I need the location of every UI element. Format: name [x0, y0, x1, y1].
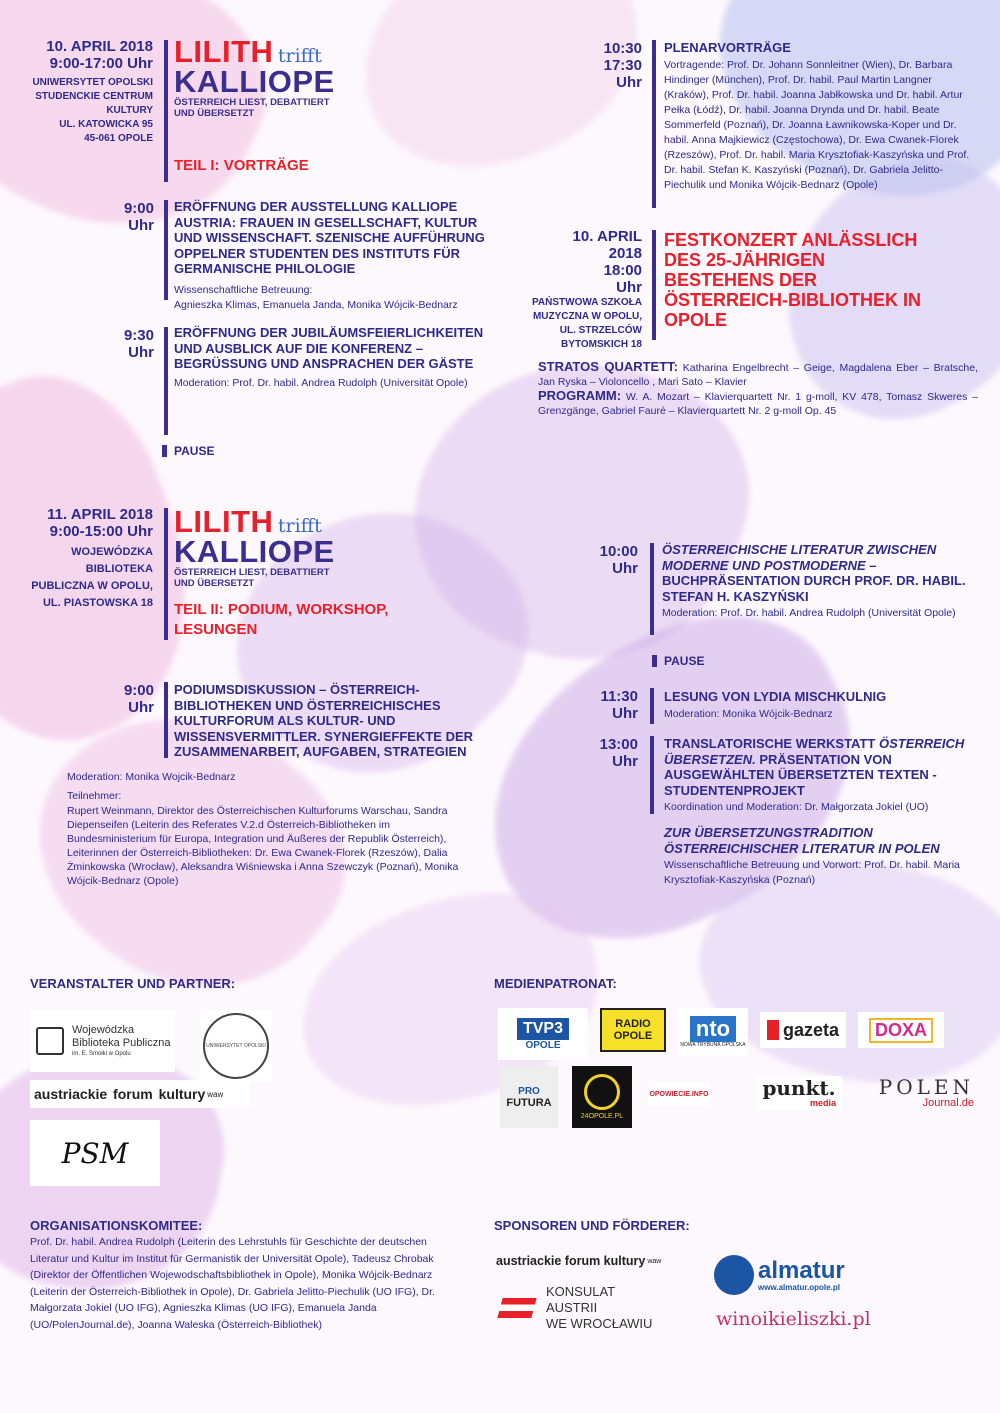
konsulat-line: AUSTRII: [546, 1300, 598, 1315]
wino-text: winoikieliszki.pl: [716, 1308, 871, 1330]
punkt-logo: [756, 1076, 842, 1110]
veranstalter-heading: VERANSTALTER UND PARTNER:: [30, 976, 236, 991]
teilnehmer-label: Teilnehmer:: [67, 790, 122, 802]
opowiecie-logo: [648, 1082, 710, 1106]
austrian-forum-logo: [30, 1080, 250, 1108]
orga-heading: ORGANISATIONSKOMITEE:: [30, 1218, 203, 1233]
r1-note: Moderation: Prof. Dr. habil. Andrea Rudolph (Universität Opole): [662, 607, 956, 619]
day1-date: 10. APRIL 2018: [46, 38, 153, 55]
wbp-logo-line: Biblioteka Publiczna: [72, 1037, 171, 1049]
event-title: ERÖFFNUNG DER AUSSTELLUNG KALLIOPE AUSTRIA: FRAUEN IN GESELLSCHAFT, KULTUR UND WISSENSCHAFT. SZENISCHE AUFFÜHRUNG OPPELNER STUDENTEN DES INSTITUTS FÜR GERMANISCHE PHILOLOGIE: [174, 199, 485, 276]
tvp3-text: TVP3: [517, 1018, 569, 1040]
r4-note: Wissenschaftliche Betreuung und Vorwort: Prof. Dr. habil. Maria Krysztofiak-Kaszyńska (Poznań): [664, 859, 960, 886]
time-value: 11:30: [600, 688, 638, 705]
tvp3-logo: [498, 1008, 588, 1060]
orga-text: Prof. Dr. habil. Andrea Rudolph (Leiterin des Lehrstuhls für Geschichte der deutschen Literatur und Kultur im Institut für Germanistik der Universität Opole), Tadeusz Chrobak (Direktor der Öffentlichen Wojewodschaftsbibliothek in Opole), Monika Wójcik-Bednarz (Leiterin der Österreich-Bibliothek in Opole), Dr. Gabriela Jelitto-Piechulik (UO IFG), Dr. Małgorzata Jokiel (UO IFG), Agnieszka Klimas (UO IFG), Emanuela Janda (UO/PolenJournal.de), Joanna Waleska (Österreich-Bibliothek): [30, 1236, 435, 1331]
day1-date-block: [20, 38, 153, 146]
konzert-venue-line: PAŃSTWOWA SZKOŁA: [532, 297, 642, 308]
day1-part-title: TEIL I: VORTRÄGE: [174, 157, 309, 174]
logo-trifft: trifft: [277, 45, 322, 67]
moderation: Moderation: Monika Wojcik-Bednarz: [67, 771, 236, 783]
pause-marker: [652, 655, 657, 667]
event-title: ERÖFFNUNG DER JUBILÄUMSFEIERLICHKEITEN UND AUSBLICK AUF DIE KONFERENZ – BEGRÜSSUNG UND ANSPRACHEN DER GÄSTE: [174, 325, 484, 371]
konzert-time: 18:00: [603, 262, 642, 279]
teilnehmer-list: Rupert Weinmann, Direktor des Österreichischen Kulturforums Warschau, Sandra Diepenseifen (Leiterin des Referates V.2.d Österreich-Bibliotheken im Bundesministerium für Europa, Integration und Äußeres der Republik Österreich), Leiterinnen der Österreich-Bibliotheken: Dr. Ewa Cwanek-Florek (Rzeszów), Dalia Żminkowska (Wrocław), Aleksandra Wiśniewska i Anna Szewczyk (Poznań), Monika Wójcik-Bednarz (Opole): [67, 805, 459, 887]
r1-title-rest: – BUCHPRÄSENTATION DURCH PROF. DR. HABIL. STEFAN H. KASZYŃSKI: [662, 557, 966, 604]
day2-pause: PAUSE: [664, 654, 705, 668]
logo-subtitle: ÖSTERREICH LIEST, DEBATTIERT UND ÜBERSETZT: [174, 97, 330, 119]
konzert-details: [538, 360, 978, 418]
time-value: 17:30: [603, 57, 642, 74]
konzert-year: 2018: [608, 245, 642, 262]
day1-pause: PAUSE: [174, 444, 215, 458]
forum-logo-text: austriackie forum kultury: [34, 1086, 206, 1102]
programm-label: PROGRAMM:: [538, 388, 622, 403]
day1-divider: [164, 40, 168, 182]
r3-note: Koordination und Moderation: Dr. Małgorzata Jokiel (UO): [664, 801, 929, 813]
doxa-text: DOXA: [869, 1018, 933, 1043]
austria-flag-icon: [497, 1298, 536, 1318]
day2-venue-line: PUBLICZNA W OPOLU,: [31, 580, 153, 592]
wbp-logo-mark: [36, 1027, 64, 1055]
24opole-mark: [584, 1074, 620, 1110]
wbp-logo: [30, 1010, 175, 1072]
almatur-url: www.almatur.opole.pl: [758, 1282, 840, 1292]
almatur-logo: [714, 1250, 880, 1300]
logo-trifft: trifft: [277, 515, 322, 537]
time-unit: Uhr: [128, 217, 154, 234]
day1-event1-time: [100, 200, 154, 234]
gazeta-text: gazeta: [782, 1019, 840, 1040]
nto-sub: NOWA TRYBUNA OPOLSKA: [680, 1042, 746, 1048]
programm-text: W. A. Mozart – Klavierquartett Nr. 1 g-moll, KV 478, Tomasz Skweres – Grenzgänge, Gabriel Fauré – Klavierquartett Nr. 2 g-moll Op. 45: [538, 391, 978, 417]
sponsor-forum-logo: [496, 1250, 686, 1272]
quartett-label: STRATOS QUARTETT:: [538, 359, 679, 374]
day2-r2: [664, 689, 979, 722]
uni-opole-seal: [200, 1010, 272, 1082]
punkt-text: punkt.: [762, 1076, 836, 1100]
day1-time: 9:00-17:00 Uhr: [49, 55, 153, 72]
day1-venue-line: UNIWERSYTET OPOLSKI: [32, 77, 153, 88]
day1-event1-divider: [164, 200, 168, 300]
day2-r1-time: [580, 543, 638, 577]
opowiecie-text: OPOWIECIE.INFO: [649, 1090, 709, 1098]
day2-venue-line: WOJEWÓDZKA: [71, 546, 153, 558]
wino-logo: [716, 1302, 871, 1336]
profutura-logo: [500, 1066, 558, 1128]
event-note: Moderation: Prof. Dr. habil. Andrea Rudolph (Universität Opole): [174, 376, 468, 389]
polen-text: POLEN: [878, 1075, 974, 1099]
24opole-logo: [572, 1066, 632, 1128]
day2-event1-title: PODIUMSDISKUSSION – ÖSTERREICH-BIBLIOTHEKEN UND ÖSTERREICHISCHES KULTURFORUM ALS KULTUR- UND WISSENSVERMITTLER. SYNERGIEFFEKTE DER ZUSAMMENARBEIT, AUFGABEN, STRATEGIEN: [174, 682, 474, 759]
r3-title-b: PRÄSENTATION VON AUSGEWÄHLTEN ÜBERSETZTEN TEXTEN - STUDENTENPROJEKT: [664, 751, 937, 798]
r1-title-italic: ÖSTERREICHISCHE LITERATUR ZWISCHEN MODERNE UND POSTMODERNE: [662, 542, 937, 573]
time-unit: Uhr: [128, 344, 154, 361]
time-value: 9:00: [123, 200, 154, 217]
day1-event1: [174, 199, 494, 313]
medien-heading: MEDIENPATRONAT:: [494, 976, 617, 991]
konzert-venue-line: MUZYCZNA W OPOLU,: [532, 311, 642, 322]
psm-logo: [30, 1120, 160, 1186]
profutura-line: PRO: [518, 1085, 540, 1097]
day1-venue-line: 45-061 OPOLE: [84, 133, 153, 144]
punkt-sub: media: [809, 1098, 836, 1108]
gazeta-mark: [767, 1020, 779, 1040]
konsulat-line: WE WROCŁAWIU: [546, 1316, 653, 1331]
radio-line: OPOLE: [613, 1030, 653, 1042]
pause-marker: [162, 445, 167, 457]
time-unit: Uhr: [612, 753, 638, 770]
konsulat-logo: [500, 1282, 680, 1334]
time-value: 9:00: [123, 682, 154, 699]
plenar-block: [664, 40, 974, 193]
day1-event-logo: [174, 34, 414, 119]
globe-icon: [714, 1255, 754, 1295]
event-people: Agnieszka Klimas, Emanuela Janda, Monika Wójcik-Bednarz: [174, 298, 458, 311]
konzert-date-block: [520, 228, 642, 352]
doxa-logo: [858, 1012, 944, 1048]
day2-venue-line: BIBLIOTEKA: [85, 563, 153, 575]
logo-kalliope: KALLIOPE: [174, 534, 335, 569]
wbp-logo-line: Wojewódzka: [72, 1024, 135, 1036]
konzert-divider: [652, 230, 656, 340]
polenjournal-logo: [854, 1076, 974, 1110]
day2-event1-divider: [164, 682, 168, 758]
plenar-title: PLENARVORTRÄGE: [664, 40, 791, 55]
day2-r1-divider: [650, 543, 654, 635]
event-note: Wissenschaftliche Betreuung:: [174, 283, 313, 296]
day2-event1-details: [67, 770, 477, 888]
plenar-divider: [652, 40, 656, 208]
forum-logo-sup: waw: [207, 1089, 224, 1099]
konzert-venue-line: UL. STRZELCÓW: [559, 325, 642, 336]
konzert-title: FESTKONZERT ANLÄSSLICH DES 25-JÄHRIGEN BESTEHENS DER ÖSTERREICH-BIBLIOTHEK IN OPOLE: [664, 230, 922, 330]
day2-r3-time: [580, 736, 638, 770]
logo-lilith: LILITH: [174, 504, 274, 539]
time-value: 10:00: [599, 543, 638, 560]
sponsoren-heading: SPONSOREN UND FÖRDERER:: [494, 1218, 690, 1233]
nto-text: nto: [690, 1016, 736, 1042]
day2-r1: [662, 542, 977, 621]
konsulat-line: KONSULAT: [546, 1284, 616, 1299]
psm-logo-text: PSM: [61, 1136, 129, 1170]
plenar-speakers: Vortragende: Prof. Dr. Johann Sonnleitner (Wien), Dr. Barbara Hindinger (München), Prof. Dr. habil. Paul Martin Langner (Kraków), Prof. Dr. habil. Joanna Jabłkowska und Dr. habil. Artur Pełka (Łódź), Dr. habil. Joanna Drynda und Dr. habil. Beate Sommerfeld (Poznań), Dr. Joanna Ławnikowska-Koper und Dr. habil. Anna Majkiewicz (Częstochowa), Dr. Ewa Cwanek-Florek (Rzeszów), Prof. Dr. habil. Maria Krysztofiak-Kaszyńska und Prof. Dr. habil. Stefan K. Kaszyński (Poznań), Dr. Gabriela Jelitto-Piechulik und Monika Wójcik-Bednarz (Opole): [664, 58, 970, 191]
day2-part-title: TEIL II: PODIUM, WORKSHOP, LESUNGEN: [174, 601, 389, 638]
forum-logo-text: austriackie forum kultury: [496, 1254, 646, 1268]
logo-kalliope: KALLIOPE: [174, 64, 335, 99]
time-unit: Uhr: [612, 705, 638, 722]
time-unit: Uhr: [128, 699, 154, 716]
radio-opole-logo: [600, 1008, 666, 1052]
time-unit: Uhr: [616, 74, 642, 91]
day1-event2-time: [100, 327, 154, 361]
wbp-logo-line: im. E. Smołki w Opolu: [72, 1051, 131, 1057]
day1-venue-line: KULTURY: [106, 105, 153, 116]
konzert-venue-line: BYTOMSKICH 18: [561, 339, 642, 350]
konzert-date: 10. APRIL: [572, 228, 642, 245]
plenar-time: [570, 40, 642, 91]
r3-title-a: TRANSLATORISCHE WERKSTATT: [664, 736, 879, 751]
day2-r2-time: [580, 688, 638, 722]
almatur-text: almatur: [758, 1256, 845, 1284]
day2-time: 9:00-15:00 Uhr: [49, 523, 153, 540]
radio-line: RADIO: [615, 1018, 651, 1030]
nto-logo: [678, 1008, 748, 1056]
day2-divider: [164, 508, 168, 640]
r3-title-italic: ÖSTERREICH ÜBERSETZEN.: [664, 736, 965, 767]
polen-sub: Journal.de: [922, 1097, 974, 1109]
time-value: 10:30: [603, 40, 642, 57]
gazeta-logo: [760, 1012, 846, 1048]
24opole-text: 24OPOLE.PL: [580, 1113, 624, 1120]
tvp3-sub: OPOLE: [525, 1039, 561, 1051]
day2-event1-time: [100, 682, 154, 716]
quartett-text: Katharina Engelbrecht – Geige, Magdalena Eber – Bratsche, Jan Ryska – Violoncello , Mari Sato – Klavier: [538, 362, 979, 388]
logo-subtitle: ÖSTERREICH LIEST, DEBATTIERT UND ÜBERSETZT: [174, 567, 330, 589]
day2-r2-divider: [650, 688, 654, 724]
r2-note: Moderation: Monika Wójcik-Bednarz: [664, 707, 833, 720]
logo-lilith: LILITH: [174, 34, 274, 69]
day2-r3-divider: [650, 736, 654, 814]
konzert-uhr: Uhr: [616, 279, 642, 296]
profutura-line: FUTURA: [506, 1096, 552, 1109]
r2-title: LESUNG VON LYDIA MISCHKULNIG: [664, 689, 887, 704]
time-value: 9:30: [123, 327, 154, 344]
uni-seal-text: UNIWERSYTET OPOLSKI: [203, 1013, 269, 1079]
day2-r3: [664, 736, 982, 888]
day1-event2-divider: [164, 327, 168, 435]
forum-logo-sup: waw: [647, 1257, 662, 1265]
day2-date: 11. APRIL 2018: [47, 506, 153, 523]
r4-title: ZUR ÜBERSETZUNGSTRADITION ÖSTERREICHISCHER LITERATUR IN POLEN: [664, 825, 940, 856]
day2-event-logo: [174, 504, 414, 589]
day2-venue-line: UL. PIASTOWSKA 18: [42, 597, 153, 609]
day1-venue-line: STUDENCKIE CENTRUM: [35, 91, 153, 102]
day1-event2: [174, 325, 494, 391]
day1-venue-line: UL. KATOWICKA 95: [59, 119, 153, 130]
day2-date-block: [20, 506, 153, 612]
time-value: 13:00: [599, 736, 638, 753]
time-unit: Uhr: [612, 560, 638, 577]
